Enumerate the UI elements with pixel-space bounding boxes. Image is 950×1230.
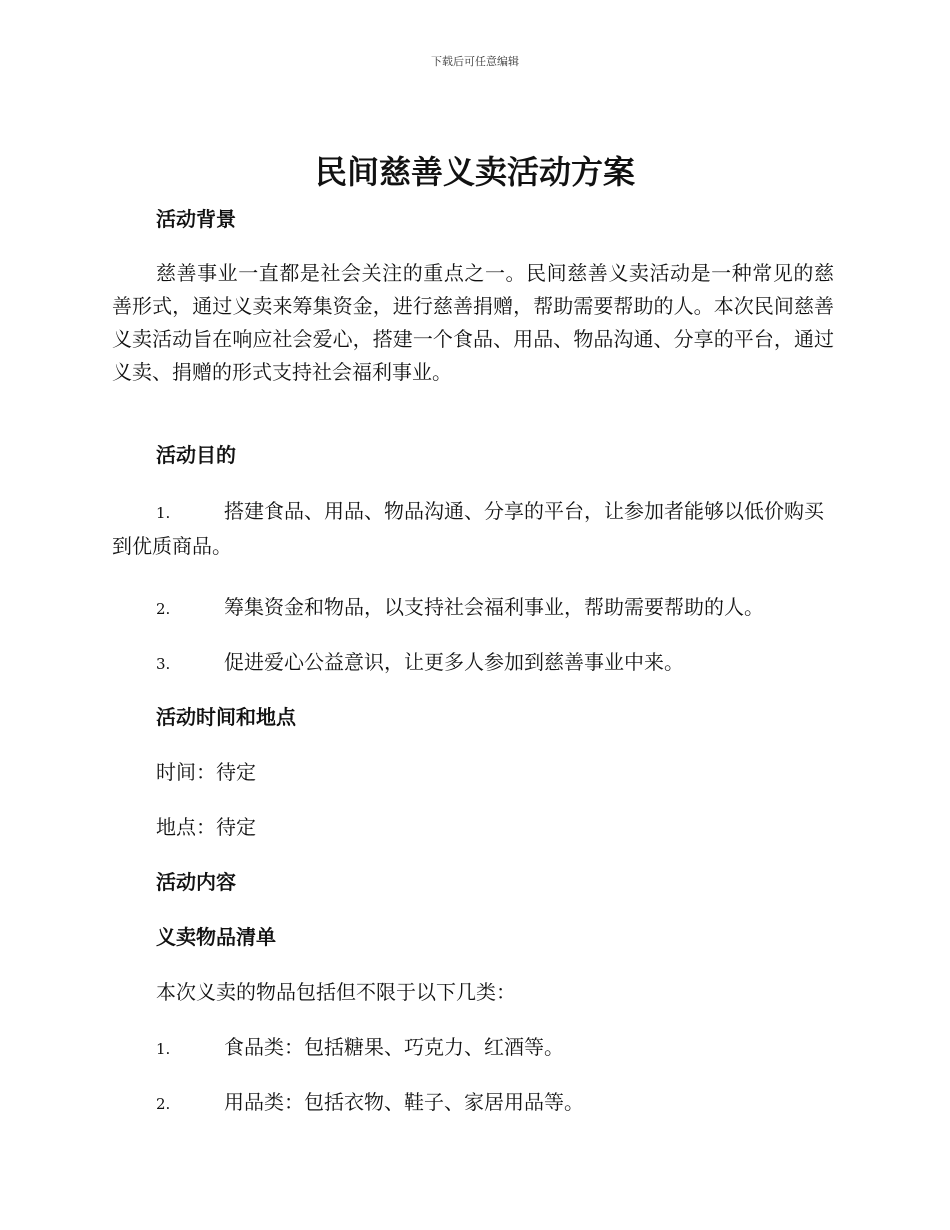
event-time: 时间：待定 [156,760,256,784]
purpose-list-item-1 [112,495,834,563]
section-heading-time-place: 活动时间和地点 [156,705,296,729]
content-list-item-2 [112,1086,834,1121]
purpose-list-item-3 [112,646,834,681]
list-item-text: 促进爱心公益意识，让更多人参加到慈善事业中来。 [224,650,684,674]
document-title: 民间慈善义卖活动方案 [314,153,635,191]
list-number: 1. [156,1040,171,1058]
event-place: 地点：待定 [156,815,256,839]
section-heading-content: 活动内容 [156,870,236,894]
item-list-intro: 本次义卖的物品包括但不限于以下几类： [156,980,516,1004]
list-item-text: 食品类：包括糖果、巧克力、红酒等。 [224,1035,564,1059]
background-paragraph: 慈善事业一直都是社会关注的重点之一。民间慈善义卖活动是一种常见的慈善形式，通过义卖来筹集资金，进行慈善捐赠，帮助需要帮助的人。本次民间慈善义卖活动旨在响应社会爱心，搭建一个食品、用品、物品沟通、分享的平台，通过义卖、捐赠的形式支持社会福利事业。 [112,261,834,384]
list-number: 3. [156,655,171,673]
sub-heading-item-list: 义卖物品清单 [156,925,276,949]
list-number: 2. [156,1095,171,1113]
list-item-text: 筹集资金和物品，以支持社会福利事业，帮助需要帮助的人。 [224,595,764,619]
list-item-text: 搭建食品、用品、物品沟通、分享的平台，让参加者能够以低价购买到优质商品。 [112,499,824,558]
list-number: 2. [156,600,171,618]
section-heading-purpose: 活动目的 [156,443,236,467]
content-list-item-1 [112,1031,834,1066]
section-heading-background: 活动背景 [156,207,236,231]
list-item-text: 用品类：包括衣物、鞋子、家居用品等。 [224,1090,584,1114]
page-header-note: 下载后可任意编辑 [431,55,519,68]
purpose-list-item-2 [112,591,834,626]
list-number: 1. [156,504,171,522]
